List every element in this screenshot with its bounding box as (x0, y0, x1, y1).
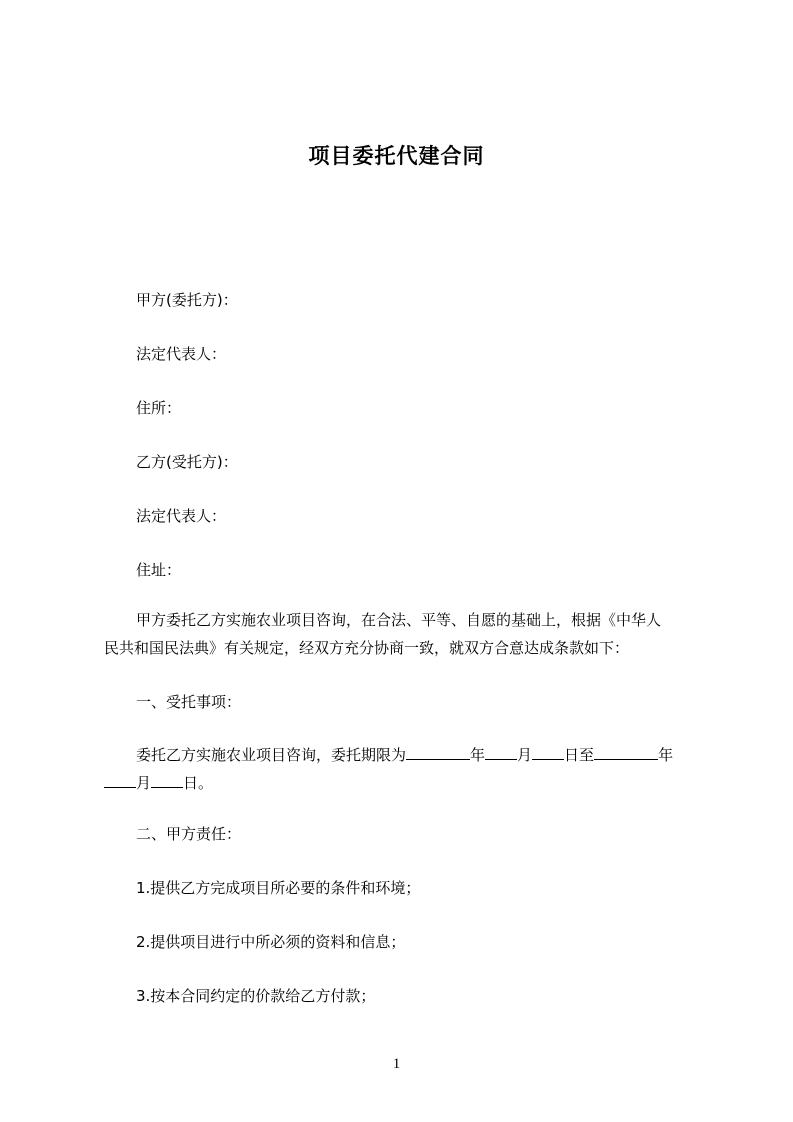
contract-title: 项目委托代建合同 (308, 144, 485, 168)
responsibility-item-3: 3.按本合同约定的价款给乙方付款； (136, 987, 376, 1005)
end-year-blank (594, 741, 658, 760)
party-b-representative-label: 法定代表人： (136, 507, 227, 525)
party-a-label: 甲方(委托方)： (136, 291, 238, 309)
start-day-label: 日至 (564, 746, 595, 764)
section-1-line-1 (104, 741, 704, 769)
start-month-label: 月 (517, 746, 533, 764)
party-b-address-label: 住址： (136, 561, 182, 579)
end-month-label: 月 (136, 774, 152, 792)
section-1-line-2 (104, 769, 704, 797)
responsibility-item-1: 1.提供乙方完成项目所必要的条件和环境； (136, 879, 421, 897)
end-month-blank (104, 769, 136, 788)
party-a-representative-label: 法定代表人： (136, 345, 227, 363)
start-year-blank (406, 741, 470, 760)
start-day-blank (532, 741, 564, 760)
responsibility-item-2: 2.提供项目进行中所必须的资料和信息； (136, 933, 406, 951)
page-number: 1 (392, 1056, 401, 1072)
end-year-label: 年 (658, 746, 674, 764)
section-1-heading: 一、受托事项： (136, 693, 242, 711)
section-2-heading: 二、甲方责任： (136, 825, 242, 843)
preamble-line-1: 甲方委托乙方实施农业项目咨询，在合法、平等、自愿的基础上，根据《中华人 (136, 611, 662, 629)
preamble-paragraph (104, 606, 704, 662)
section-1-text: 委托乙方实施农业项目咨询，委托期限为 (136, 746, 407, 764)
start-month-blank (485, 741, 517, 760)
party-a-address-label: 住所： (136, 399, 182, 417)
party-b-label: 乙方(受托方)： (136, 453, 238, 471)
end-day-blank (151, 769, 183, 788)
preamble-line-2: 民共和国民法典》有关规定，经双方充分协商一致，就双方合意达成条款如下： (104, 639, 630, 657)
end-day-label: 日。 (183, 774, 214, 792)
start-year-label: 年 (470, 746, 486, 764)
section-1-paragraph (104, 741, 704, 797)
